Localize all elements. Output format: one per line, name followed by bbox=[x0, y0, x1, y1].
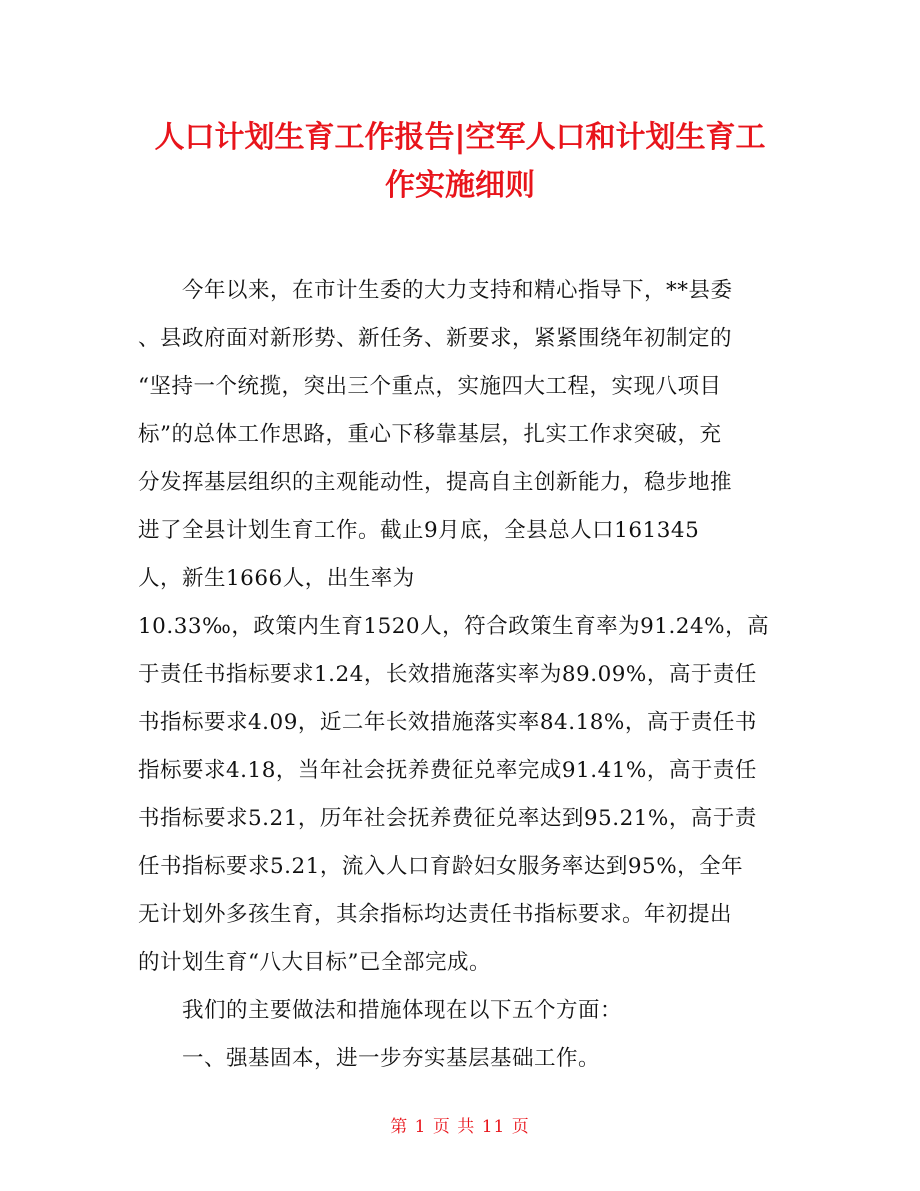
body-line: 我们的主要做法和措施体现在以下五个方面： bbox=[138, 998, 623, 1023]
body-line: 的计划生育“八大目标”已全部完成。 bbox=[138, 950, 491, 975]
body-line: “坚持一个统揽，突出三个重点，实施四大工程，实现八项目 bbox=[138, 374, 722, 399]
footer-prefix: 第 bbox=[390, 1117, 409, 1137]
body-line: 分发挥基层组织的主观能动性，提高自主创新能力，稳步地推 bbox=[138, 470, 733, 495]
document-title-line-2: 作实施细则 bbox=[385, 168, 535, 203]
document-title-line-1: 人口计划生育工作报告|空军人口和计划生育工 bbox=[154, 120, 766, 155]
body-line: 无计划外多孩生育，其余指标均达责任书指标要求。年初提出 bbox=[138, 902, 733, 927]
footer-middle: 页 共 bbox=[432, 1117, 476, 1137]
body-line: 一、强基固本，进一步夯实基层基础工作。 bbox=[138, 1046, 601, 1071]
body-line: 、县政府面对新形势、新任务、新要求，紧紧围绕年初制定的 bbox=[138, 326, 733, 351]
page-footer bbox=[0, 1112, 920, 1137]
body-line: 人，新生1666人，出生率为 bbox=[138, 566, 415, 591]
body-line: 今年以来，在市计生委的大力支持和精心指导下，**县委 bbox=[138, 278, 733, 303]
body-line: 书指标要求5.21，历年社会抚养费征兑率达到95.21%，高于责 bbox=[138, 806, 757, 831]
body-line: 10.33‰，政策内生育1520人，符合政策生育率为91.24%，高 bbox=[138, 614, 770, 639]
body-line: 指标要求4.18，当年社会抚养费征兑率完成91.41%，高于责任 bbox=[138, 758, 757, 783]
body-line: 标”的总体工作思路，重心下移靠基层，扎实工作求突破，充 bbox=[138, 422, 722, 447]
body-line: 书指标要求4.09，近二年长效措施落实率84.18%，高于责任书 bbox=[138, 710, 757, 735]
body-line: 于责任书指标要求1.24，长效措施落实率为89.09%，高于责任 bbox=[138, 662, 757, 687]
footer-suffix: 页 bbox=[511, 1117, 530, 1137]
body-line: 进了全县计划生育工作。截止9月底，全县总人口161345 bbox=[138, 518, 700, 543]
footer-current-page: 1 bbox=[414, 1117, 427, 1137]
body-line: 任书指标要求5.21，流入人口育龄妇女服务率达到95%，全年 bbox=[138, 854, 744, 879]
footer-total-pages: 11 bbox=[481, 1117, 506, 1137]
